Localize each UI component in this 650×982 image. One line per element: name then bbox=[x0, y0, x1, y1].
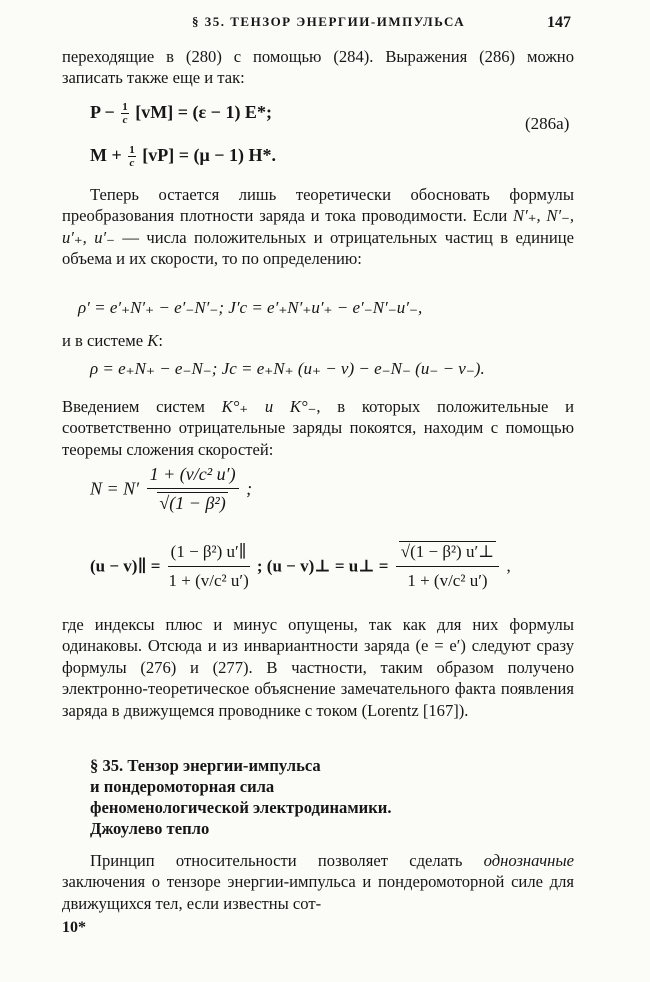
fraction: $\frac{\text{1 + (v/c² u′)}}{\text{√(1 − β²)}}$ bbox=[147, 462, 239, 515]
equation-286a-line1: P − $\frac{1}{c}$ [vM] = (ε − 1) E*; bbox=[90, 101, 272, 127]
equation-number: (286a) bbox=[525, 114, 570, 133]
equation-286a-line2: M + $\frac{1}{c}$ [vP] = (μ − 1) H*. bbox=[90, 144, 276, 170]
running-title: § 35. ТЕНЗОР ЭНЕРГИИ-ИМПУЛЬСА bbox=[192, 14, 466, 29]
paragraph-text: переходящие в (280) с помощью (284). Выражения (286) можно записать также еще и так: bbox=[62, 47, 574, 88]
paragraph-theory: Теперь остается лишь теоретически обосновать формулы преобразования плотности заряда и тока проводимости. Если N′₊, N′₋, u′₊, u′₋ — числа положительных и отрицательных частиц в единице объема и их скорости, то по определению: bbox=[62, 185, 575, 269]
page-number: 147 bbox=[547, 14, 571, 31]
equation-n: N = N′ $\frac{\text{1 + (v/c² u′)}}{\text{√(1 − β²)}}$ ; bbox=[90, 464, 253, 513]
signature-mark: 10* bbox=[62, 919, 86, 936]
fraction: $\frac{1}{c}$ bbox=[129, 144, 135, 170]
particle-variables: N′₊, N′₋, u′₊, u′₋ bbox=[62, 206, 575, 247]
paragraph-relativity: Принцип относительности позволяет сделать однозначные заключения о тензоре энергии-импульса и пондеромоторной силе для движущихся тел, если известны сот- bbox=[62, 851, 574, 913]
equation-velocities: (u − v)∥ = $\frac{\text{(1 − β²) u′∥}}{\text{1 + (v/c² u′)}}$ ; (u − v)⊥ = u⊥ = $\frac{\text{√(1 − β²) u′⊥}}{\text{1 + (v/c² u′)}}$ , bbox=[90, 540, 511, 593]
paragraph-intro bbox=[62, 46, 574, 89]
paragraph-conclusion: где индексы плюс и минус опущены, так как для них формулы одинаковы. Отсюда и из инвариантности заряда (e = e′) следуют сразу формулы (276) и (277). В частности, таким образом получено электронно-теоретическое объяснение замечательного факта появления заряда в движущемся проводнике с током (Lorentz [167]). bbox=[62, 615, 574, 720]
fraction: $\frac{\text{√(1 − β²) u′⊥}}{\text{1 + (v/c² u′)}}$ bbox=[396, 540, 499, 593]
equation-rho-prime: ρ′ = e′₊N′₊ − e′₋N′₋; J′c = e′₊N′₊u′₊ − e′₋N′₋u′₋, bbox=[78, 298, 423, 317]
page-header bbox=[0, 12, 650, 34]
system-variables: K°₊ и K°₋ bbox=[221, 397, 317, 416]
paragraph-systems: Введением систем K°₊ и K°₋, в которых положительные и соответственно отрицательные заряды покоятся, находим с помощью теоремы сложения скоростей: bbox=[62, 397, 574, 459]
fraction: $\frac{1}{c}$ bbox=[122, 101, 128, 127]
paragraph-system-k: и в системе K: bbox=[62, 331, 163, 350]
section-heading: § 35. Тензор энергии-импульса и пондеромоторная сила феноменологической электродинамики. Джоулево тепло bbox=[90, 756, 392, 838]
equation-rho: ρ = e₊N₊ − e₋N₋; Jc = e₊N₊ (u₊ − v) − e₋N₋ (u₋ − v₋). bbox=[90, 359, 485, 378]
fraction: $\frac{\text{(1 − β²) u′∥}}{\text{1 + (v/c² u′)}}$ bbox=[168, 542, 249, 590]
